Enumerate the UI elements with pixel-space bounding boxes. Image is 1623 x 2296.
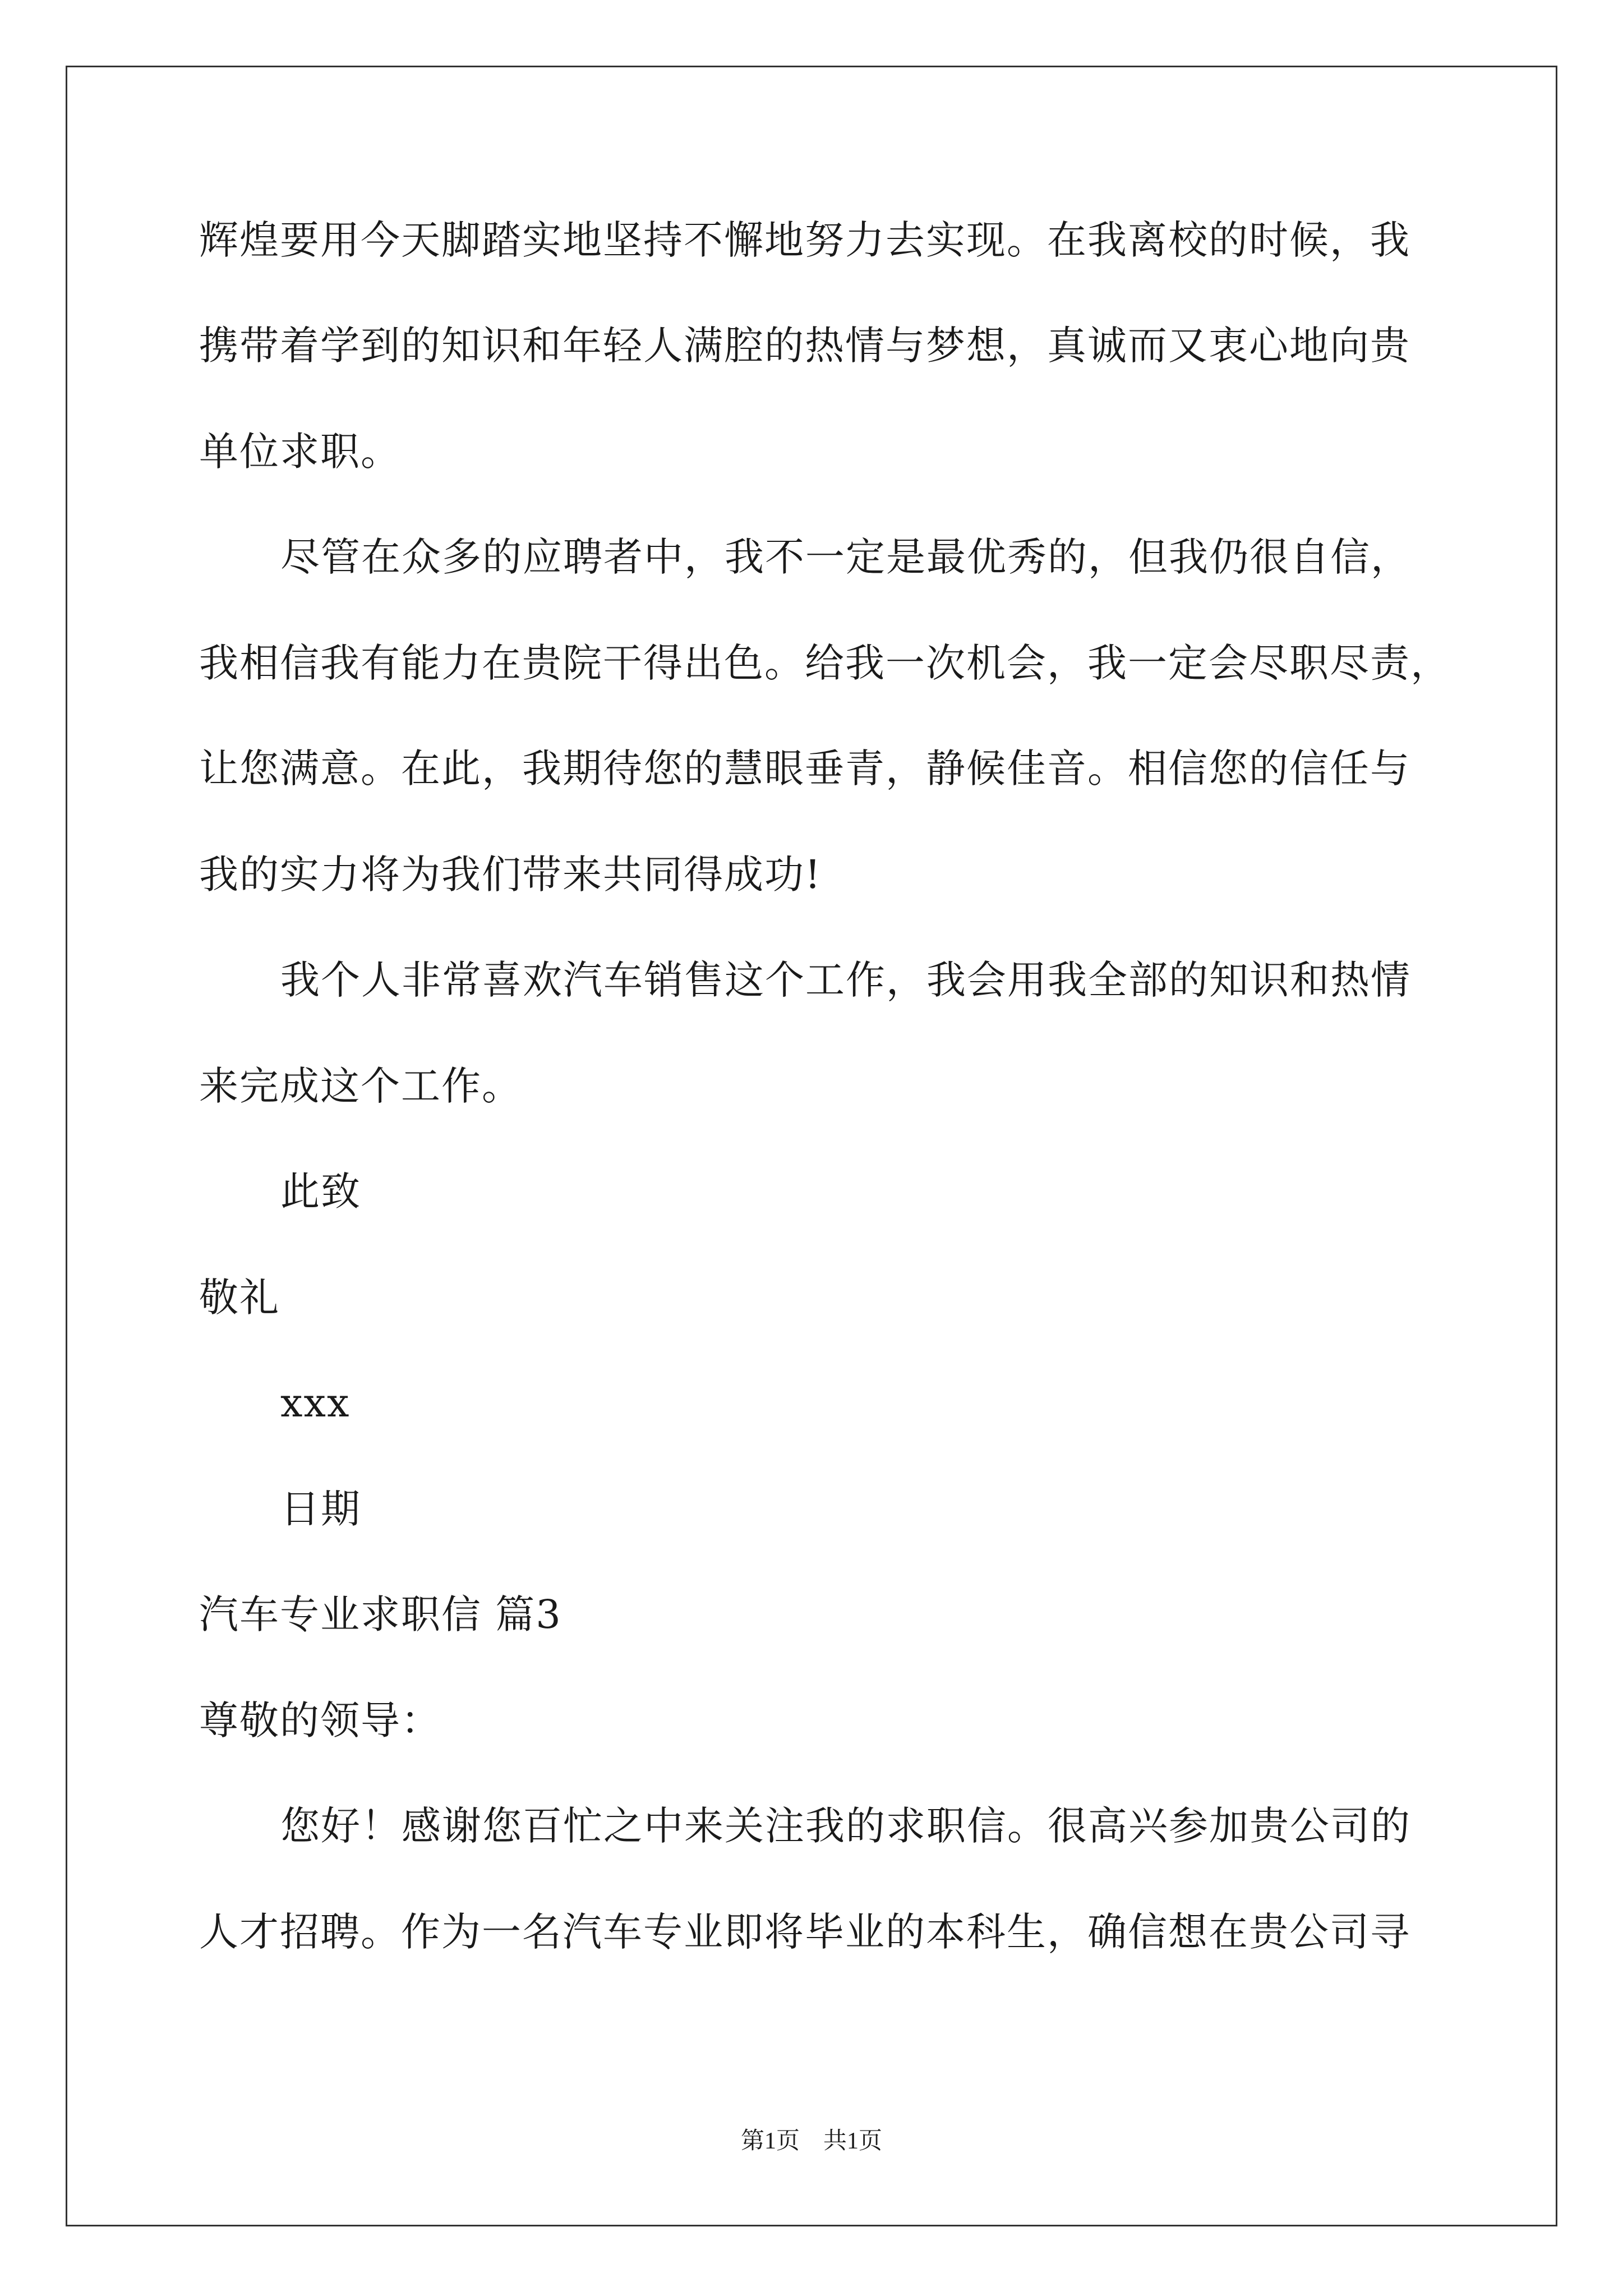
page-frame <box>66 66 1557 2226</box>
body-line: 来完成这个工作。 <box>199 1063 522 1109</box>
closing-regards: 敬礼 <box>199 1274 280 1320</box>
closing-salutation: 此致 <box>280 1168 361 1214</box>
page-number-footer: 第1页 共1页 <box>740 2128 882 2154</box>
signature-name: xxx <box>280 1380 351 1426</box>
body-line: 携带着学到的知识和年轻人满腔的热情与梦想，真诚而又衷心地向贵 <box>199 323 1410 369</box>
paragraph-start-line: 您好！感谢您百忙之中来关注我的求职信。很高兴参加贵公司的 <box>280 1803 1411 1849</box>
body-line: 单位求职。 <box>199 429 401 475</box>
body-line: 人才招聘。作为一名汽车专业即将毕业的本科生，确信想在贵公司寻 <box>199 1909 1410 1955</box>
body-line: 辉煌要用今天脚踏实地坚持不懈地努力去实现。在我离校的时候，我 <box>199 217 1410 263</box>
body-line: 让您满意。在此，我期待您的慧眼垂青，静候佳音。相信您的信任与 <box>199 746 1410 792</box>
body-line: 我相信我有能力在贵院干得出色。给我一次机会，我一定会尽职尽责， <box>199 640 1451 686</box>
section-heading: 汽车专业求职信 篇3 <box>199 1591 562 1637</box>
signature-date: 日期 <box>280 1486 361 1532</box>
paragraph-start-line: 我个人非常喜欢汽车销售这个工作，我会用我全部的知识和热情 <box>280 957 1411 1003</box>
greeting: 尊敬的领导： <box>199 1697 441 1743</box>
body-line: 我的实力将为我们带来共同得成功! <box>199 852 822 898</box>
paragraph-start-line: 尽管在众多的应聘者中，我不一定是最优秀的，但我仍很自信， <box>280 534 1411 580</box>
